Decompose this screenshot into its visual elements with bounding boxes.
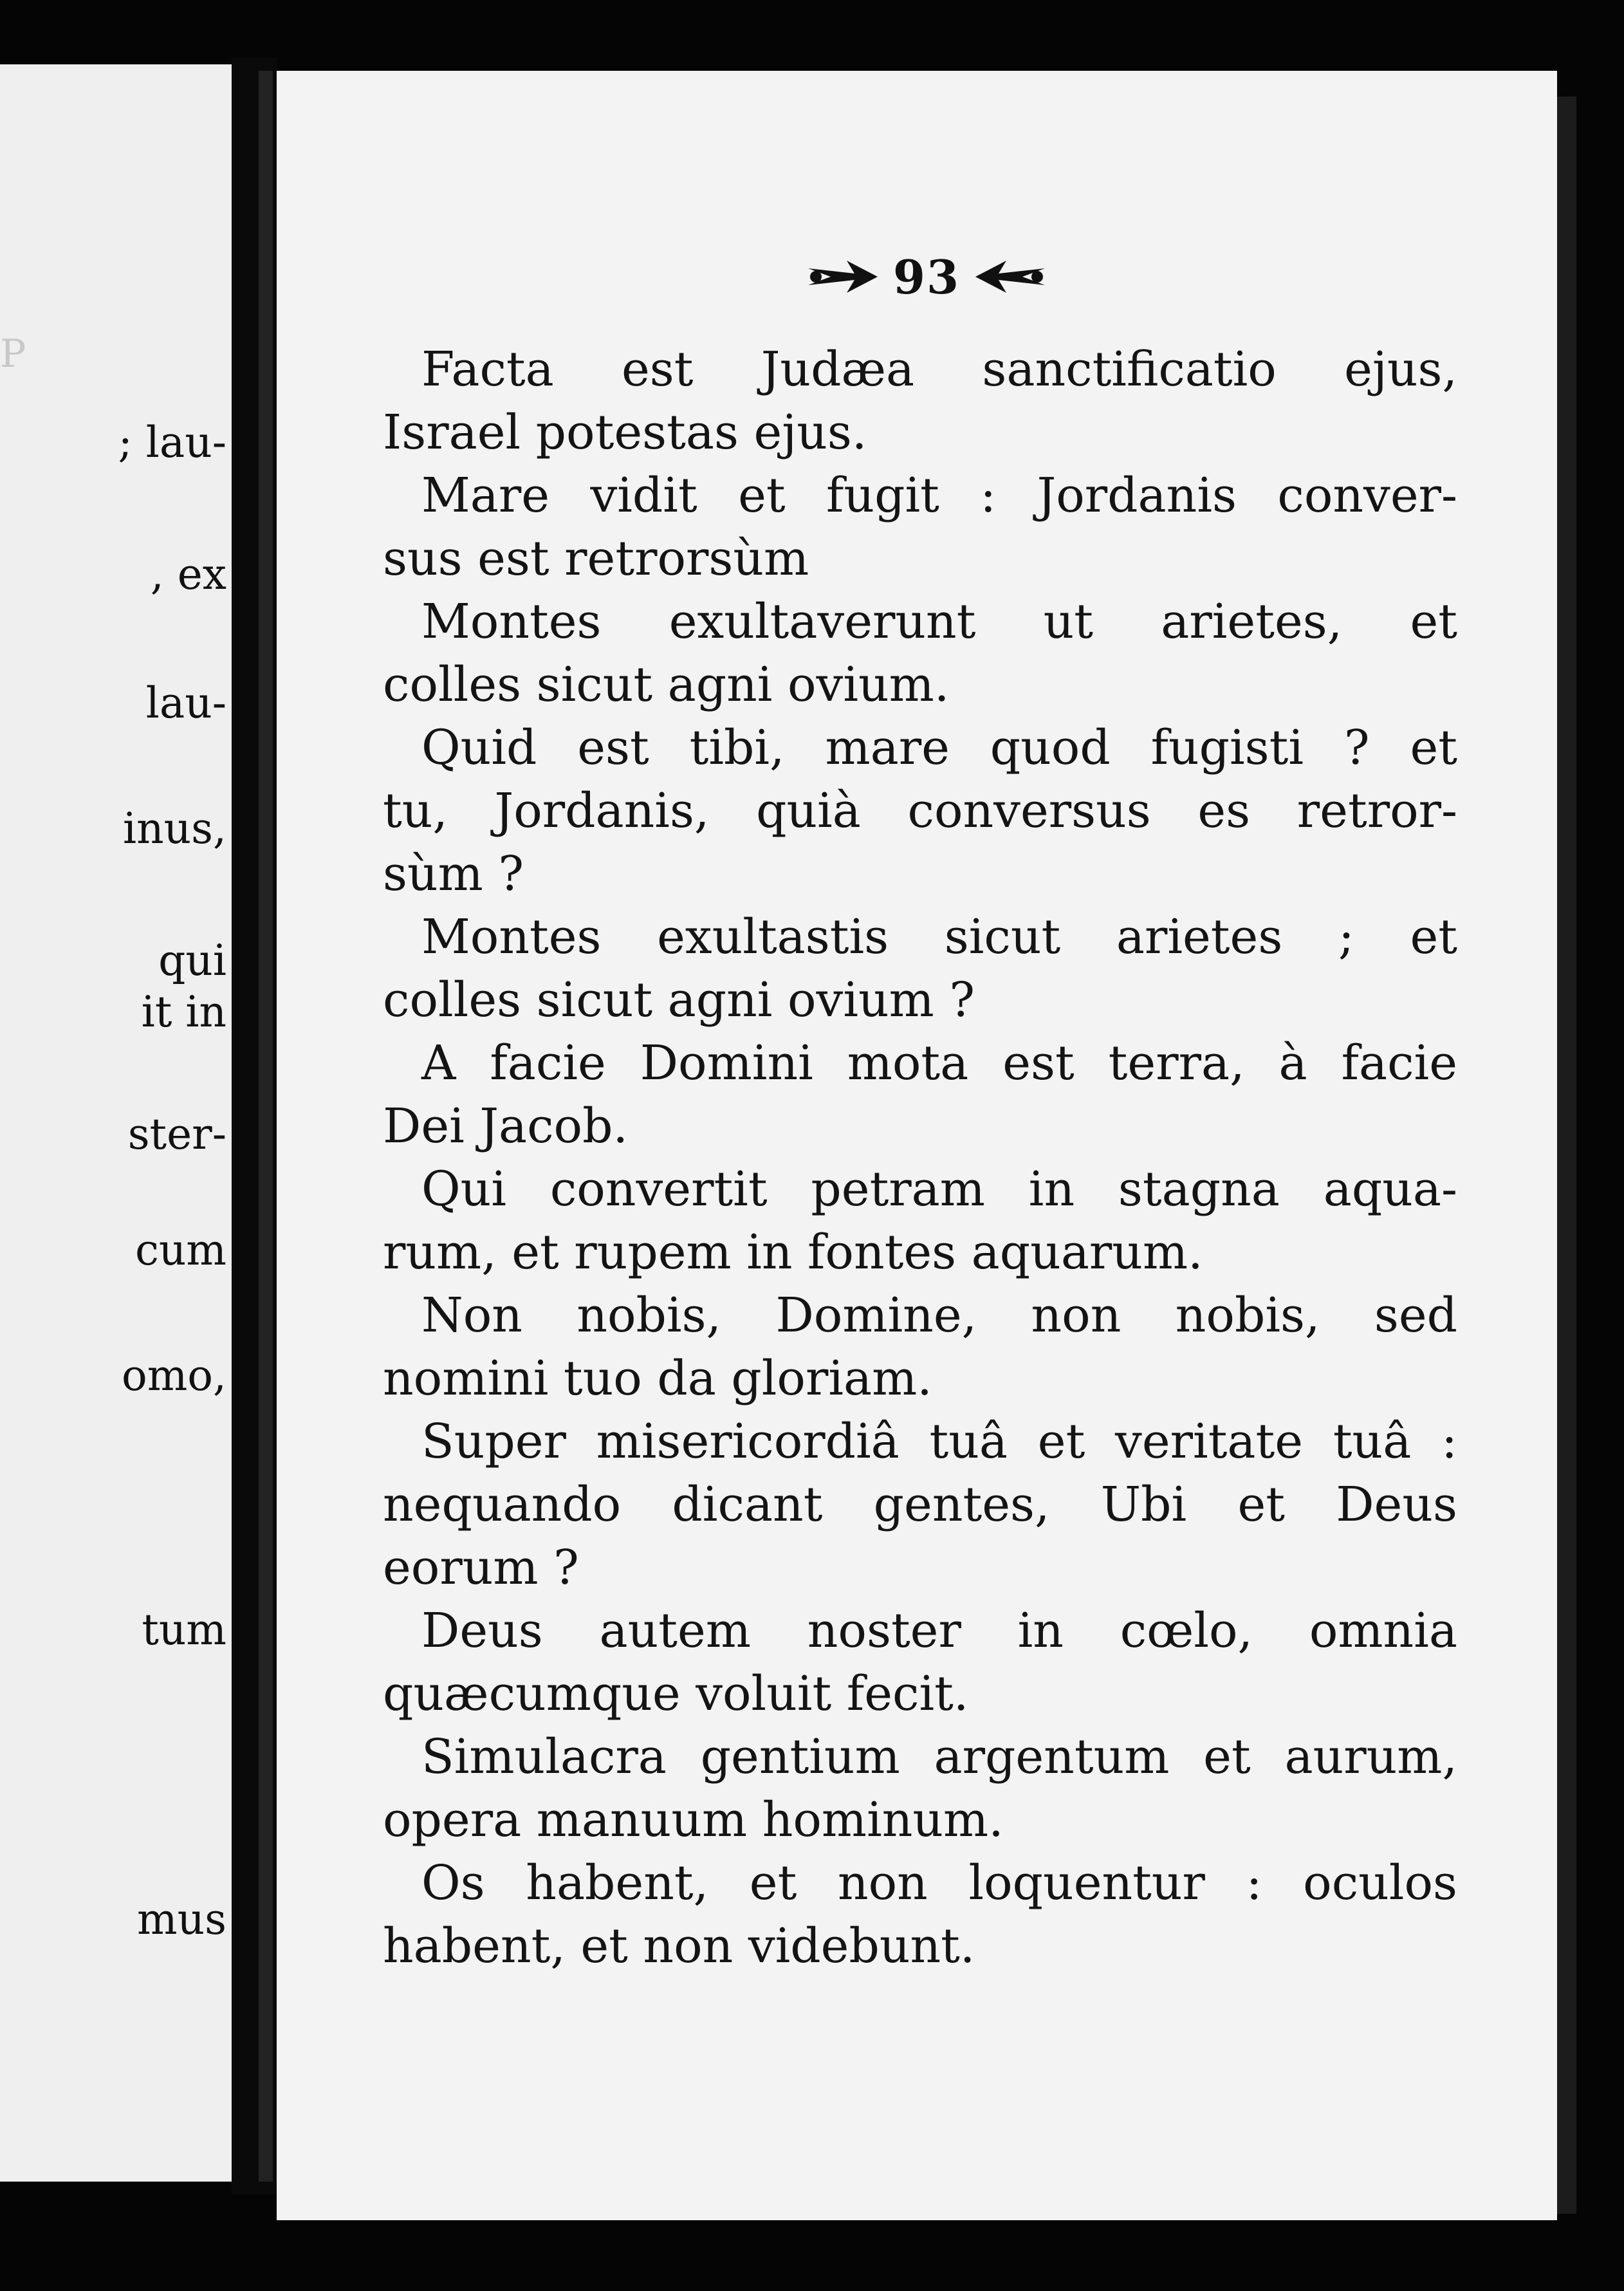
left-facing-page: [0, 64, 232, 2182]
page-number: 93: [892, 249, 961, 304]
verse: [383, 1725, 1457, 1851]
verse: [383, 1284, 1457, 1410]
verse-first-line: Facta est Judæa sanctificatio ejus,: [421, 342, 1457, 397]
verse-first-line: Super misericordiâ tuâ et veritate tuâ :: [421, 1414, 1457, 1469]
verse-first-line: Os habent, et non loquentur : oculos: [421, 1855, 1457, 1911]
verse-line: tu, Jordanis, quià conversus es retror-: [383, 783, 1457, 839]
binding-shadow: [259, 71, 273, 2182]
verse-first-line: Montes exultastis sicut arietes ; et: [421, 909, 1457, 965]
verse: [383, 464, 1457, 590]
verse-line: Dei Jacob.: [383, 1099, 628, 1154]
page-header: [785, 241, 1068, 312]
verse: [383, 338, 1457, 464]
verse-line: rum, et rupem in fontes aquarum.: [383, 1225, 1203, 1280]
verse-first-line: Non nobis, Domine, non nobis, sed: [421, 1288, 1457, 1343]
verse-first-line: Montes exultaverunt ut arietes, et: [421, 594, 1457, 649]
verse-first-line: A facie Domini mota est terra, à facie: [421, 1035, 1457, 1091]
verse: [383, 1599, 1457, 1725]
verse-line: sus est retrorsùm: [383, 531, 809, 586]
verse: [383, 1032, 1457, 1158]
verse-line: colles sicut agni ovium.: [383, 657, 950, 712]
right-ornament-icon: [974, 254, 1051, 299]
verse-line: quæcumque voluit fecit.: [383, 1666, 969, 1721]
left-page-fragment: tum: [142, 1605, 226, 1655]
verse: [383, 1410, 1457, 1599]
verse-line: nequando dicant gentes, Ubi et Deus: [383, 1477, 1457, 1532]
verse-line: opera manuum hominum.: [383, 1792, 1004, 1848]
left-page-fragment: lau-: [145, 678, 226, 728]
left-page-fragment: cum: [134, 1225, 226, 1275]
verse: [383, 1851, 1457, 1978]
verse-first-line: Qui convertit petram in stagna aqua-: [421, 1162, 1457, 1217]
verse: [383, 1158, 1457, 1284]
verse: [383, 905, 1457, 1032]
verse-line: colles sicut agni ovium ?: [383, 972, 975, 1028]
left-page-fragment: ster-: [127, 1109, 226, 1159]
verse-line: habent, et non videbunt.: [383, 1918, 975, 1974]
verse-first-line: Deus autem noster in cœlo, omnia: [421, 1603, 1457, 1658]
left-page-fragment: omo,: [121, 1351, 226, 1400]
left-page-fragment: ; lau-: [118, 418, 226, 467]
left-page-fragment: mus: [137, 1895, 226, 1944]
left-ornament-icon: [802, 254, 879, 299]
verse-first-line: Simulacra gentium argentum et aurum,: [421, 1729, 1457, 1785]
psalm-text: [383, 338, 1457, 1978]
verse-line: Israel potestas ejus.: [383, 405, 867, 460]
verse-first-line: Mare vidit et fugit : Jordanis conver-: [421, 468, 1457, 523]
verse-line: eorum ?: [383, 1540, 579, 1595]
left-page-fragment: it in: [141, 987, 226, 1037]
left-page-fragment: , ex: [150, 550, 226, 599]
verse: [383, 590, 1457, 716]
show-through-text: P: [0, 331, 26, 376]
left-page-fragment: qui: [158, 936, 226, 985]
left-page-fragment: inus,: [123, 804, 226, 853]
verse-first-line: Quid est tibi, mare quod fugisti ? et: [421, 720, 1457, 775]
page-edge-shadow: [1557, 97, 1576, 2214]
verse-line: nomini tuo da gloriam.: [383, 1351, 932, 1406]
verse-line: sùm ?: [383, 846, 524, 902]
verse: [383, 716, 1457, 905]
